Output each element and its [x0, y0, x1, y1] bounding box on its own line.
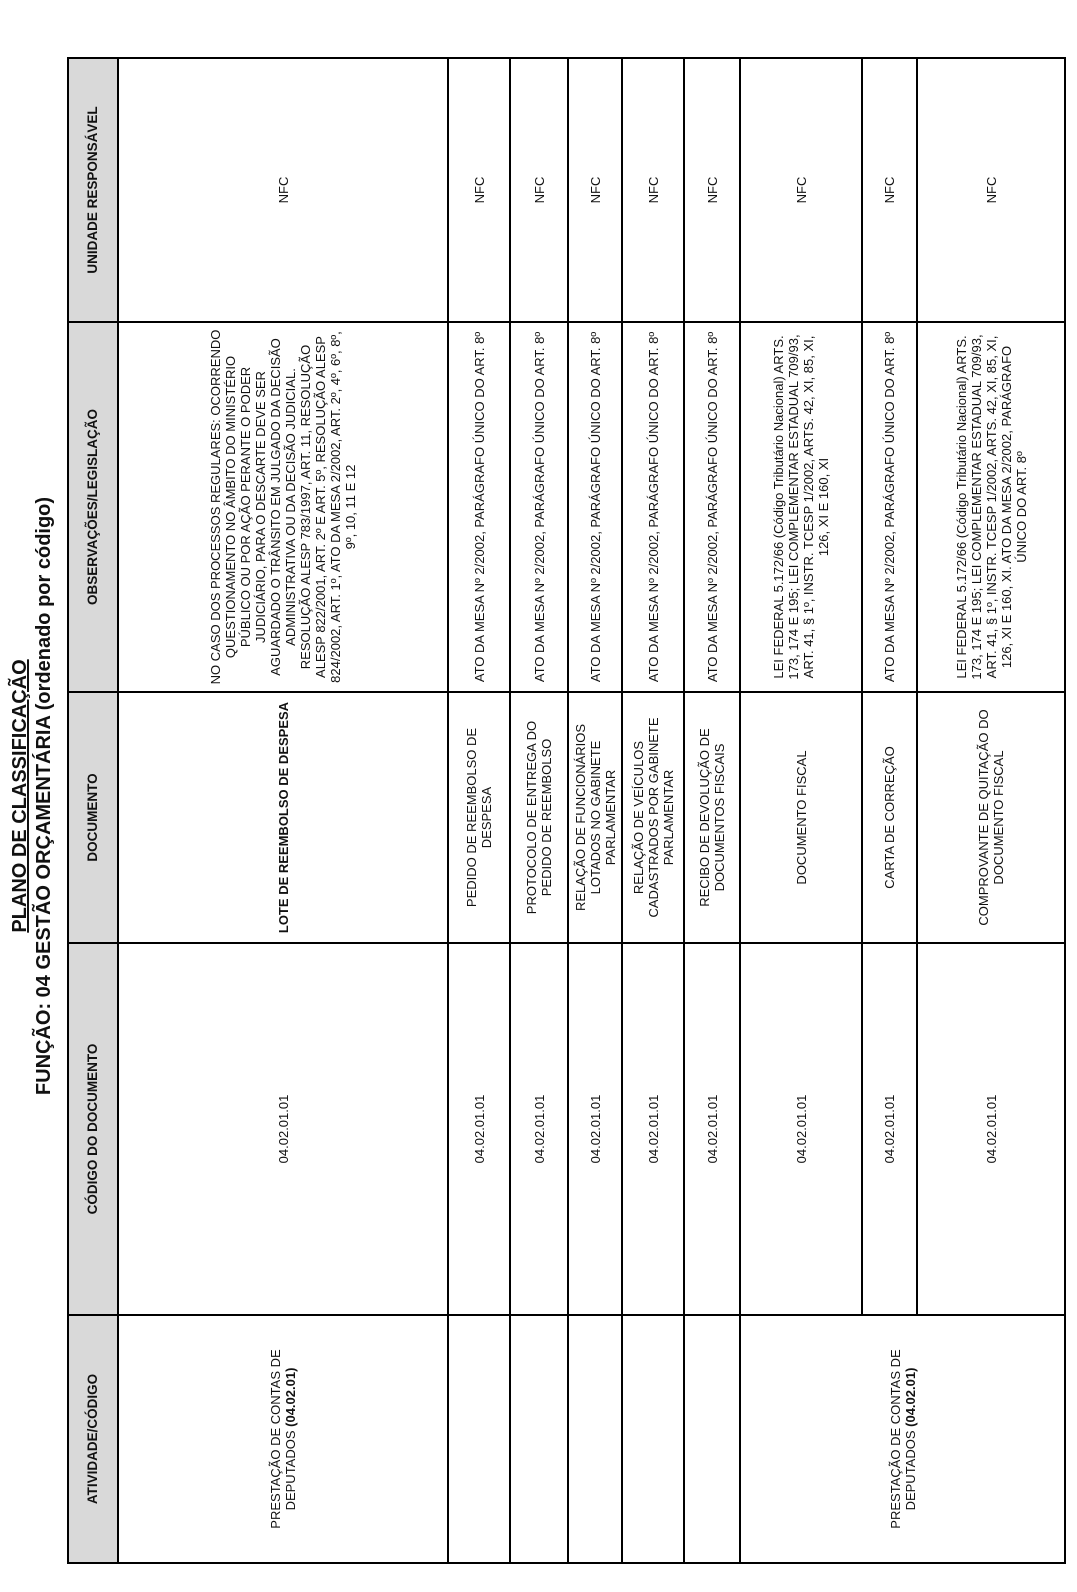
unidade-cell: NFC	[622, 58, 684, 322]
observacoes-cell: LEI FEDERAL 5.172/66 (Código Tributário Nacional) ARTS. 173, 174 E 195; LEI COMPLEMENTAR ESTADUAL 709/93, ART. 41, § 1º, INSTR. TCESP 1/2002, ARTS. 42, XI, 85, XI, 126, XI E 160, XI	[740, 322, 862, 692]
table-row	[622, 58, 684, 1563]
observacoes-cell: LEI FEDERAL 5.172/66 (Código Tributário Nacional) ARTS. 173, 174 E 195; LEI COMPLEMENTAR ESTADUAL 709/93, ART. 41, § 1º, INSTR. TCESP 1/2002, ARTS. 42, XI, 85, XI, 126, XI E 160, XI. ATO DA MESA 2/2002, PARÁGRAFO ÚNICO DO ART. 8º	[917, 322, 1065, 692]
unidade-cell: NFC	[917, 58, 1065, 322]
documento-cell: RELAÇÃO DE FUNCIONÁRIOS LOTADOS NO GABINETE PARLAMENTAR	[568, 692, 622, 943]
page-title: PLANO DE CLASSIFICAÇÃO	[9, 659, 31, 933]
table-row	[510, 58, 568, 1563]
atividade-text: PRESTAÇÃO DE CONTAS DE DEPUTADOS	[887, 1349, 918, 1529]
documento-cell: RELAÇÃO DE VEÍCULOS CADASTRADOS POR GABINETE PARLAMENTAR	[622, 692, 684, 943]
codigo-cell: 04.02.01.01	[118, 943, 448, 1315]
documento-cell: COMPROVANTE DE QUITAÇÃO DO DOCUMENTO FISCAL	[917, 692, 1065, 943]
documento-cell: PEDIDO DE REEMBOLSO DE DESPESA	[448, 692, 510, 943]
observacoes-cell: ATO DA MESA Nº 2/2002, PARÁGRAFO ÚNICO DO ART. 8º	[684, 322, 740, 692]
table-row	[568, 58, 622, 1563]
atividade-cell-empty	[568, 1315, 622, 1563]
documento-cell: DOCUMENTO FISCAL	[740, 692, 862, 943]
codigo-cell: 04.02.01.01	[622, 943, 684, 1315]
unidade-cell: NFC	[740, 58, 862, 322]
observacoes-cell: ATO DA MESA Nº 2/2002, PARÁGRAFO ÚNICO DO ART. 8º	[510, 322, 568, 692]
atividade-text: PRESTAÇÃO DE CONTAS DE DEPUTADOS	[268, 1349, 298, 1529]
atividade-cell	[740, 1315, 1065, 1563]
codigo-cell: 04.02.01.01	[448, 943, 510, 1315]
unidade-cell: NFC	[118, 58, 448, 322]
observacoes-cell: ATO DA MESA Nº 2/2002, PARÁGRAFO ÚNICO DO ART. 8º	[448, 322, 510, 692]
documento-cell: RECIBO DE DEVOLUÇÃO DE DOCUMENTOS FISCAIS	[684, 692, 740, 943]
unidade-cell: NFC	[568, 58, 622, 322]
codigo-cell: 04.02.01.01	[740, 943, 862, 1315]
documento-cell: PROTOCOLO DE ENTREGA DO PEDIDO DE REEMBOLSO	[510, 692, 568, 943]
codigo-cell: 04.02.01.01	[568, 943, 622, 1315]
atividade-cell	[118, 1315, 448, 1563]
atividade-cell-empty	[510, 1315, 568, 1563]
title-block	[8, 0, 56, 1592]
atividade-cell-empty	[684, 1315, 740, 1563]
header-observacoes: OBSERVAÇÕES/LEGISLAÇÃO	[68, 322, 118, 692]
table-row	[448, 58, 510, 1563]
observacoes-cell: ATO DA MESA Nº 2/2002, PARÁGRAFO ÚNICO DO ART. 8º	[862, 322, 917, 692]
atividade-code: (04.02.01)	[902, 1367, 918, 1427]
atividade-code: (04.02.01)	[283, 1367, 298, 1427]
header-atividade: ATIVIDADE/CÓDIGO	[68, 1315, 118, 1563]
header-documento: DOCUMENTO	[68, 692, 118, 943]
unidade-cell: NFC	[510, 58, 568, 322]
table-header-row	[68, 58, 118, 1563]
atividade-cell-empty	[448, 1315, 510, 1563]
table-row	[684, 58, 740, 1563]
documento-cell: CARTA DE CORREÇÃO	[862, 692, 917, 943]
codigo-cell: 04.02.01.01	[684, 943, 740, 1315]
documento-cell: LOTE DE REEMBOLSO DE DESPESA	[118, 692, 448, 943]
observacoes-cell: ATO DA MESA Nº 2/2002, PARÁGRAFO ÚNICO DO ART. 8º	[568, 322, 622, 692]
codigo-cell: 04.02.01.01	[917, 943, 1065, 1315]
table-row	[740, 58, 862, 1563]
observacoes-cell: NO CASO DOS PROCESSOS REGULARES: OCORRENDO QUESTIONAMENTO NO ÂMBITO DO MINISTÉRIO PÚBLICO OU POR AÇÃO PERANTE O PODER JUDICIÁRIO, PARA O DESCARTE DEVE SER AGUARDADO O TRÂNSITO EM JULGADO DA DECISÃO ADMINISTRATIVA OU DA DECISÃO JUDICIAL. RESOLUÇÃO ALESP 783/1997, ART. 11, RESOLUÇÃO ALESP 822/2001, ART. 2º E ART. 5º, RESOLUÇÃO ALESP 824/2002, ART. 1º, ATO DA MESA 2/2002, ART. 2º, 4º, 6º, 8º, 9º, 10, 11 E 12	[118, 322, 448, 692]
unidade-cell: NFC	[862, 58, 917, 322]
header-codigo: CÓDIGO DO DOCUMENTO	[68, 943, 118, 1315]
codigo-cell: 04.02.01.01	[510, 943, 568, 1315]
atividade-cell-empty	[622, 1315, 684, 1563]
table-row	[118, 58, 448, 1563]
unidade-cell: NFC	[684, 58, 740, 322]
unidade-cell: NFC	[448, 58, 510, 322]
header-unidade: UNIDADE RESPONSÁVEL	[68, 58, 118, 322]
observacoes-cell: ATO DA MESA Nº 2/2002, PARÁGRAFO ÚNICO DO ART. 8º	[622, 322, 684, 692]
codigo-cell: 04.02.01.01	[862, 943, 917, 1315]
classification-table	[67, 57, 1066, 1564]
page-subtitle: FUNÇÃO: 04 GESTÃO ORÇAMENTÁRIA (ordenado por código)	[33, 496, 55, 1096]
